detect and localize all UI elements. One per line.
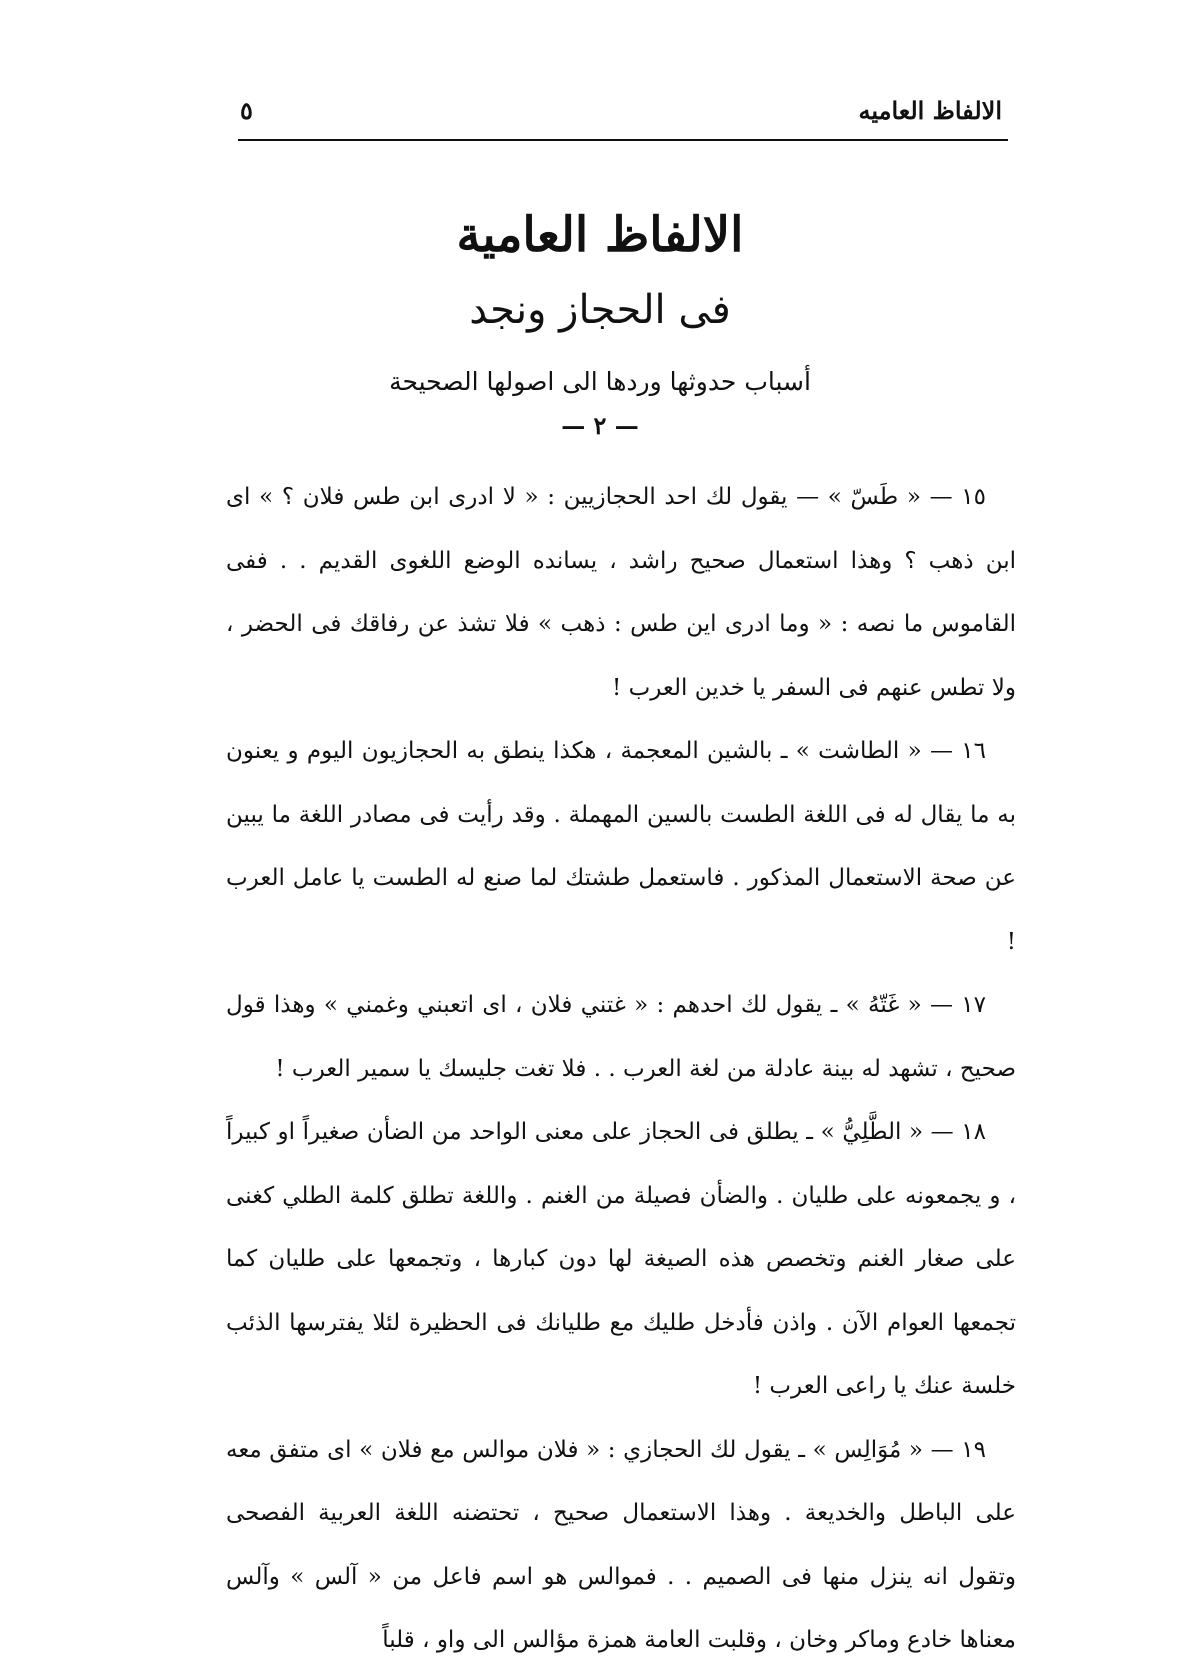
article-subtitle: فى الحجاز ونجد xyxy=(469,287,731,333)
header-rule xyxy=(238,139,1008,141)
running-title: الالفاظ العاميه xyxy=(858,95,1002,125)
article-body xyxy=(226,466,1016,1673)
running-header xyxy=(240,88,1002,132)
entry-18: ١٨ — « الطَّلِيُّ » ـ يطلق فى الحجاز على معنى الواحد من الضأن صغيراً او كبيراً ، و يجمعونه على طليان . والضأن فصيلة من الغنم . واللغة تطلق كلمة الطلي كغنى على صغار الغنم وتخصص هذه الصيغة لها دون كبارها ، وتجمعها على طليان كما تجمعها العوام الآن . واذن فأدخل طليك مع طليانك فى الحظيرة لئلا يفترسها الذئب خلسة عنك يا راعى العرب ! xyxy=(226,1119,1016,1399)
entry-19: ١٩ — « مُوَالِس » ـ يقول لك الحجازي : « فلان موالس مع فلان » اى متفق معه على الباطل والخديعة . وهذا الاستعمال صحيح ، تحتضنه اللغة العربية الفصحى وتقول انه ينزل منها فى الصميم . . فموالس هو اسم فاعل من « آلس » وآلس معناها خادع وماكر وخان ، وقلبت العامة همزة مؤالس الى واو ، قلباً xyxy=(226,1436,1016,1653)
entry-16: ١٦ — « الطاشت » ـ بالشين المعجمة ، هكذا ينطق به الحجازيون اليوم و يعنون به ما يقال له فى اللغة الطست بالسين المهملة . وقد رأيت فى مصادر اللغة ما يبين عن صحة الاستعمال المذكور . فاستعمل طشتك لما صنع له الطست يا عامل العرب ! xyxy=(226,738,1016,955)
article-title: الالفاظ العامية xyxy=(456,207,744,263)
part-marker: — ٢ — xyxy=(561,411,639,440)
entry-17: ١٧ — « غَتّهُ » ـ يقول لك احدهم : « غتني فلان ، اى اتعبني وغمني » وهذا قول صحيح ، تشهد له بينة عادلة من لغة العرب . . فلا تغت جليسك يا سمير العرب ! xyxy=(226,992,1016,1082)
page-number: ٥ xyxy=(240,95,253,125)
article-subhead: أسباب حدوثها وردها الى اصولها الصحيحة xyxy=(389,367,811,396)
entry-15: ١٥ — « طَسّ » — يقول لك احد الحجازيين : « لا ادرى ابن طس فلان ؟ » اى ابن ذهب ؟ وهذا استعمال صحيح راشد ، يسانده الوضع اللغوى القديم . . ففى القاموس ما نصه : « وما ادرى اين طس : ذهب » فلا تشذ عن رفاقك فى الحضر ، ولا تطس عنهم فى السفر يا خدين العرب ! xyxy=(226,484,1016,701)
